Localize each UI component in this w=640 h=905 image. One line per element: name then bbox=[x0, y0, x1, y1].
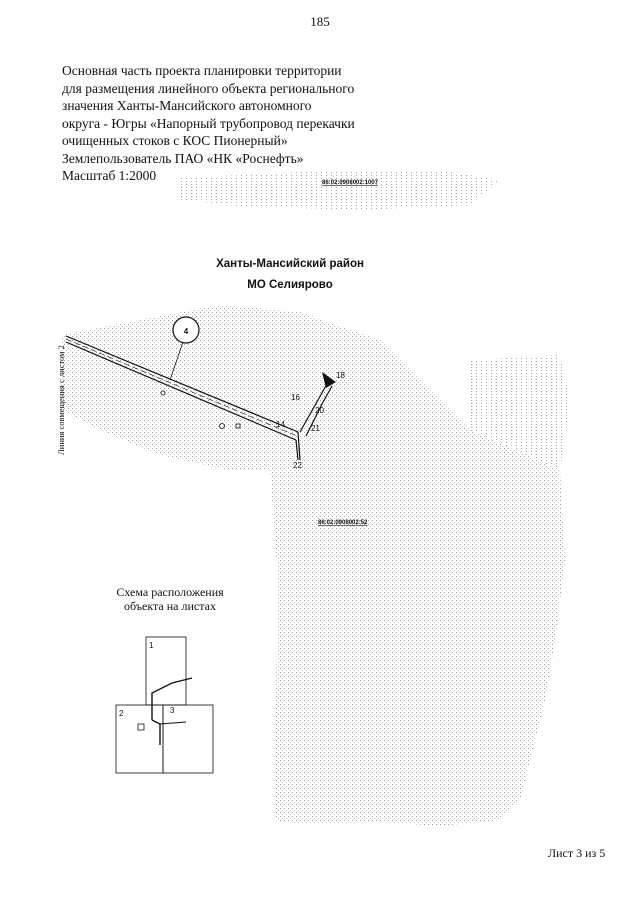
point-label: 18 bbox=[336, 371, 345, 380]
sheet-number: 2 bbox=[119, 709, 124, 718]
title-line: для размещения линейного объекта регионального bbox=[62, 80, 355, 96]
title-line: очищенных стоков с КОС Пионерный» bbox=[62, 133, 288, 148]
sheet-number: 3 bbox=[170, 706, 175, 715]
scale-line: Масштаб 1:2000 bbox=[62, 168, 157, 183]
title-line: значения Ханты-Мансийского автономного bbox=[62, 98, 312, 113]
terrain-area-top bbox=[180, 170, 500, 210]
sheet-frame-3 bbox=[163, 705, 213, 773]
land-user-line: Землепользователь ПАО «НК «Роснефть» bbox=[62, 150, 304, 166]
cadastral-number-top: 86:02:0908002:1007 bbox=[322, 180, 379, 186]
district-name: Ханты-Мансийский район bbox=[216, 258, 364, 270]
scheme-title-line: Схема расположения bbox=[116, 585, 224, 599]
point-label: 21 bbox=[311, 424, 320, 433]
title-line: Основная часть проекта планировки территории bbox=[62, 63, 342, 78]
point-label: 14 bbox=[276, 420, 285, 429]
callout-number: 4 bbox=[183, 327, 189, 336]
sheet-layout-scheme bbox=[116, 637, 213, 773]
scheme-title-line: объекта на листах bbox=[124, 599, 216, 613]
point-label: 20 bbox=[315, 406, 324, 415]
page-number: 185 bbox=[310, 14, 330, 29]
point-label: 22 bbox=[293, 461, 302, 470]
sheet-number-label: Лист 3 из 5 bbox=[548, 846, 606, 860]
title-line: округа - Югры «Напорный трубопровод перекачки bbox=[62, 115, 355, 131]
cadastral-number-mid: 86:02:0908002:52 bbox=[318, 520, 368, 526]
match-line-note: Линия совмещения с листом 2 bbox=[56, 345, 66, 455]
sheet-number: 1 bbox=[149, 641, 154, 650]
scheme-title bbox=[100, 585, 240, 613]
point-label: 16 bbox=[291, 393, 300, 402]
municipality-name: МО Селиярово bbox=[247, 279, 333, 291]
